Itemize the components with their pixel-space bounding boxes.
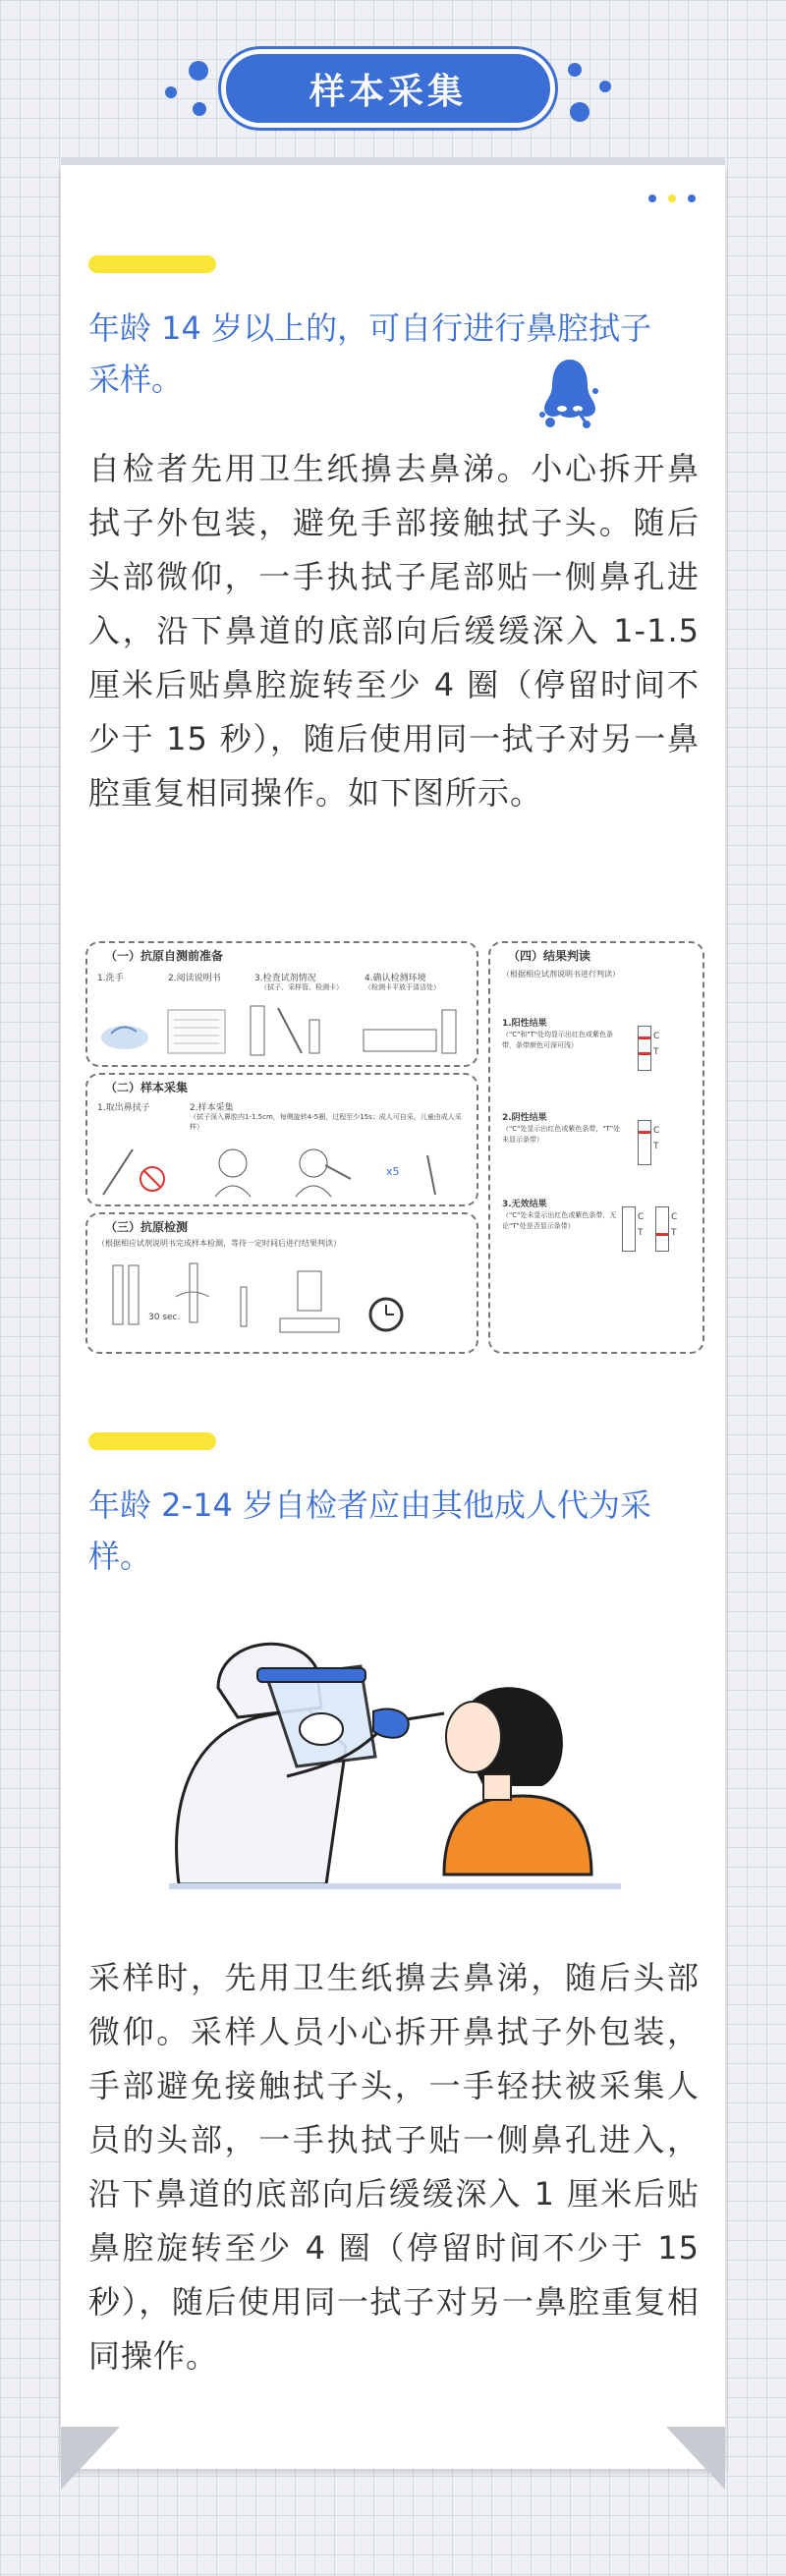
step-note: （拭子深入鼻腔内1-1.5cm，每侧旋转4-5圈，过程至少15s；成人可自采，儿童由成人采样） [190, 1113, 462, 1131]
step-label: 4.确认检测环境 [365, 974, 426, 983]
decor-dot [568, 63, 582, 77]
antigen-test-diagram [85, 941, 704, 1354]
diagram-box-results [488, 941, 704, 1354]
section2-body: 采样时，先用卫生纸擤去鼻涕，随后头部微仰。采样人员小心拆开鼻拭子外包装，手部避免接触拭子头，一手轻扶被采集人员的头部，一手执拭子贴一侧鼻孔进入，沿下鼻道的底部向后缓缓深入 1 厘米后贴鼻腔旋转至少 4 圈（停留时间不少于 15 秒），随后使用同一拭子对另一鼻腔重复相同操作。 [88, 1959, 700, 2375]
control-line-mark: C [653, 1032, 660, 1041]
corner-dot-yellow [668, 195, 676, 202]
nose-icon [531, 352, 609, 430]
result-label: 1.阳性结果 [502, 1019, 547, 1029]
test-strip [655, 1206, 669, 1252]
folded-corner-left [61, 2427, 120, 2490]
control-line-mark: C [671, 1212, 678, 1222]
result-desc: （"C"处未显示出红色或紫色条带，无论"T"处是否显示条带） [502, 1211, 617, 1230]
box-title: （二）样本采集 [105, 1081, 189, 1094]
section-marker [88, 1432, 216, 1450]
repeat-count: x5 [386, 1165, 400, 1178]
section1-heading: 年龄 14 岁以上的，可自行进行鼻腔拭子采样。 [88, 309, 652, 398]
corner-dot-blue [648, 195, 656, 202]
result-desc: （"C"处显示出红色或紫色条带，"T"处未显示条带） [502, 1125, 621, 1144]
section2-heading: 年龄 2-14 岁自检者应由其他成人代为采样。 [88, 1486, 651, 1575]
result-label: 3.无效结果 [502, 1200, 547, 1209]
control-line-mark: C [653, 1126, 660, 1136]
diagram-box-detection [85, 1212, 478, 1354]
content-card [61, 165, 725, 2469]
result-label: 2.阴性结果 [502, 1113, 547, 1123]
test-line-mark: T [653, 1142, 659, 1151]
box-title: （一）抗原自测前准备 [105, 949, 224, 963]
step-note: （拭子、采样管、检测卡） [260, 983, 343, 991]
diagram-box-sampling [85, 1073, 478, 1206]
control-line-mark: C [638, 1212, 645, 1222]
step-label: 3.检查试剂情况 [254, 974, 316, 983]
test-line-mark: T [671, 1228, 677, 1238]
step-label: 2.阅读说明书 [168, 974, 221, 983]
step-label: 1.洗手 [97, 974, 124, 983]
corner-dot-blue [688, 195, 696, 202]
wait-time: 30 sec. [148, 1313, 181, 1322]
folded-corner-right [666, 2427, 725, 2490]
test-strip [622, 1206, 636, 1252]
step-label: 2.样本采集 [190, 1103, 234, 1113]
sampling-illustrations [93, 1136, 475, 1201]
decor-dot [189, 61, 208, 81]
box-title: （四）结果判读 [508, 949, 591, 963]
section1-body: 自检者先用卫生纸擤去鼻涕。小心拆开鼻拭子外包装，避免手部接触拭子头。随后头部微仰，一手执拭子尾部贴一侧鼻孔进入，沿下鼻道的底部向后缓缓深入 1-1.5 厘米后贴鼻腔旋转至少 4 圈（停留时间不少于 15 秒），随后使用同一拭子对另一鼻腔重复相同操作。如下图所示。 [88, 450, 700, 812]
box-title: （三）抗原检测 [105, 1220, 189, 1234]
header-banner [221, 49, 555, 128]
box-note: （根据相应试剂说明书完成样本检测，等待一定时间后进行结果判读） [97, 1239, 341, 1248]
decor-dot [599, 81, 611, 92]
decor-dot [193, 102, 206, 116]
test-line-mark: T [638, 1228, 644, 1238]
diagram-box-prep [85, 941, 478, 1067]
step-note: （检测卡平放于清洁处） [365, 983, 440, 991]
prep-illustrations [93, 1000, 475, 1061]
sampling-scene-illustration [149, 1609, 641, 1894]
result-desc: （"C"和"T"处均显示出红色或紫色条带，条带颜色可深可浅） [502, 1031, 614, 1049]
decor-dot [165, 86, 177, 98]
step-label: 1.取出鼻拭子 [97, 1103, 150, 1113]
corner-dots [648, 195, 696, 202]
box-note: （根据相应试剂说明书进行判读） [502, 970, 620, 979]
detection-illustrations [93, 1258, 475, 1350]
test-strip [638, 1026, 651, 1071]
section-marker [88, 255, 216, 273]
decor-dot [570, 102, 590, 122]
page-title: 样本采集 [309, 71, 467, 112]
test-line-mark: T [653, 1047, 659, 1057]
test-strip [638, 1120, 651, 1165]
